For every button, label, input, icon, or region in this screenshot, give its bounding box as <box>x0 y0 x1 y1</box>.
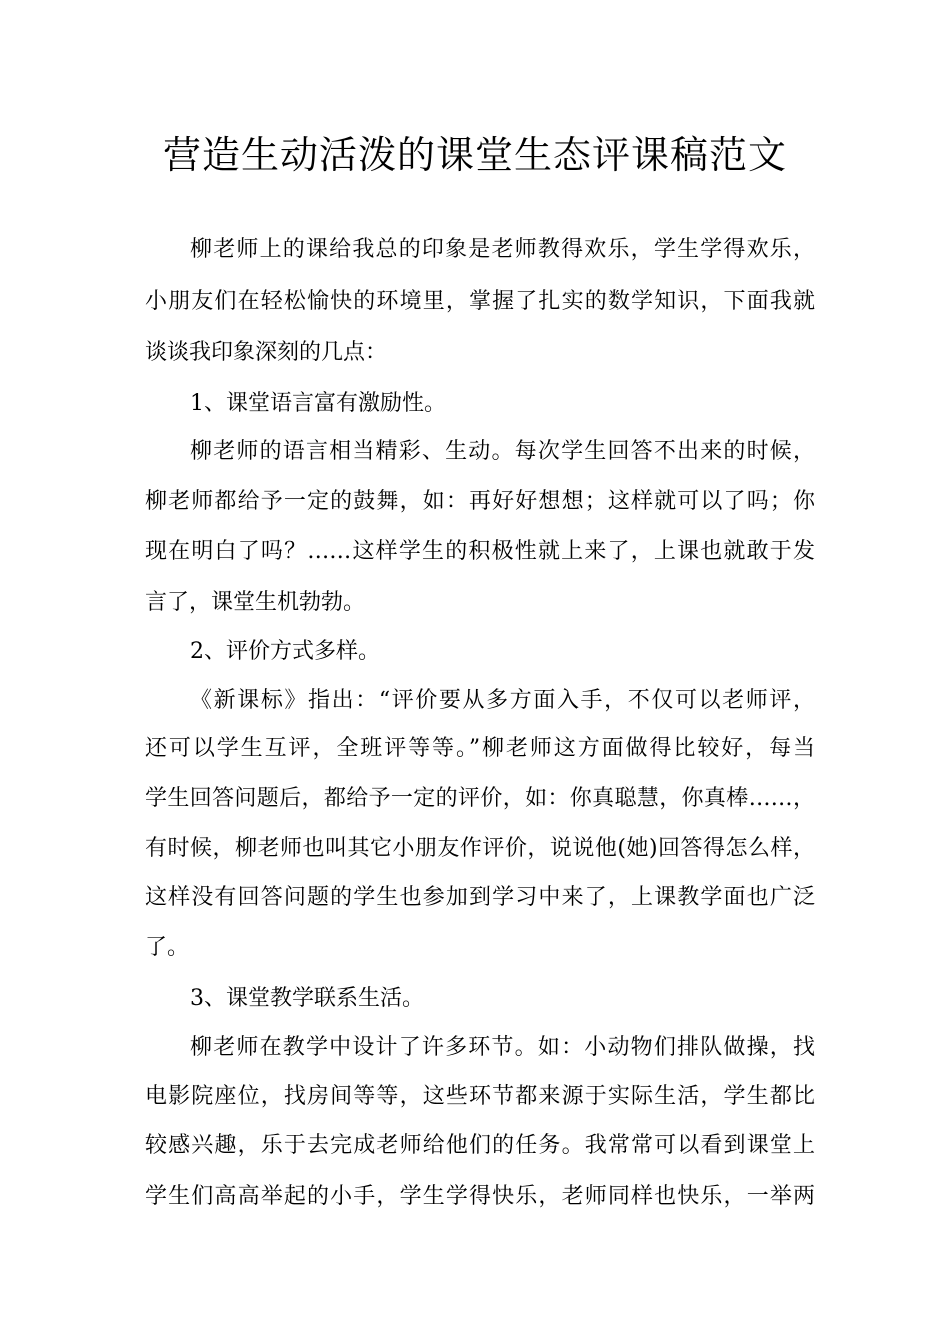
section-heading: 3、课堂教学联系生活。 <box>190 986 424 1011</box>
paragraph-line: 柳老师在教学中设计了许多环节。如：小动物们排队做操，找 <box>190 1035 815 1060</box>
paragraph-line: 这样没有回答问题的学生也参加到学习中来了，上课教学面也广泛 <box>145 885 815 910</box>
paragraph-line: 有时候，柳老师也叫其它小朋友作评价，说说他(她)回答得怎么样， <box>145 836 815 861</box>
paragraph-line: 柳老师都给予一定的鼓舞，如：再好好想想；这样就可以了吗；你 <box>145 489 815 514</box>
paragraph-line: 柳老师上的课给我总的印象是老师教得欢乐，学生学得欢乐， <box>190 237 815 262</box>
section-heading: 1、课堂语言富有激励性。 <box>190 391 446 416</box>
paragraph-line: 柳老师的语言相当精彩、生动。每次学生回答不出来的时候， <box>190 439 815 464</box>
paragraph-line: 现在明白了吗？……这样学生的积极性就上来了，上课也就敢于发 <box>145 539 815 564</box>
paragraph-line: 电影院座位，找房间等等，这些环节都来源于实际生活，学生都比 <box>145 1084 815 1109</box>
paragraph-line: 学生们高高举起的小手，学生学得快乐，老师同样也快乐，一举两 <box>145 1184 815 1209</box>
paragraph-line: 谈谈我印象深刻的几点： <box>145 340 388 365</box>
paragraph-line: 《新课标》指出：“评价要从多方面入手，不仅可以老师评， <box>190 688 815 713</box>
document-title: 营造生动活泼的课堂生态评课稿范文 <box>162 133 787 177</box>
section-heading: 2、评价方式多样。 <box>190 639 380 664</box>
paragraph-line: 了。 <box>145 935 190 960</box>
paragraph-line: 较感兴趣，乐于去完成老师给他们的任务。我常常可以看到课堂上 <box>145 1133 815 1158</box>
paragraph-line: 小朋友们在轻松愉快的环境里，掌握了扎实的数学知识，下面我就 <box>145 289 815 314</box>
paragraph-line: 还可以学生互评，全班评等等。”柳老师这方面做得比较好，每当 <box>145 736 815 761</box>
paragraph-line: 学生回答问题后，都给予一定的评价，如：你真聪慧，你真棒……， <box>145 786 815 811</box>
paragraph-line: 言了，课堂生机勃勃。 <box>145 590 366 615</box>
